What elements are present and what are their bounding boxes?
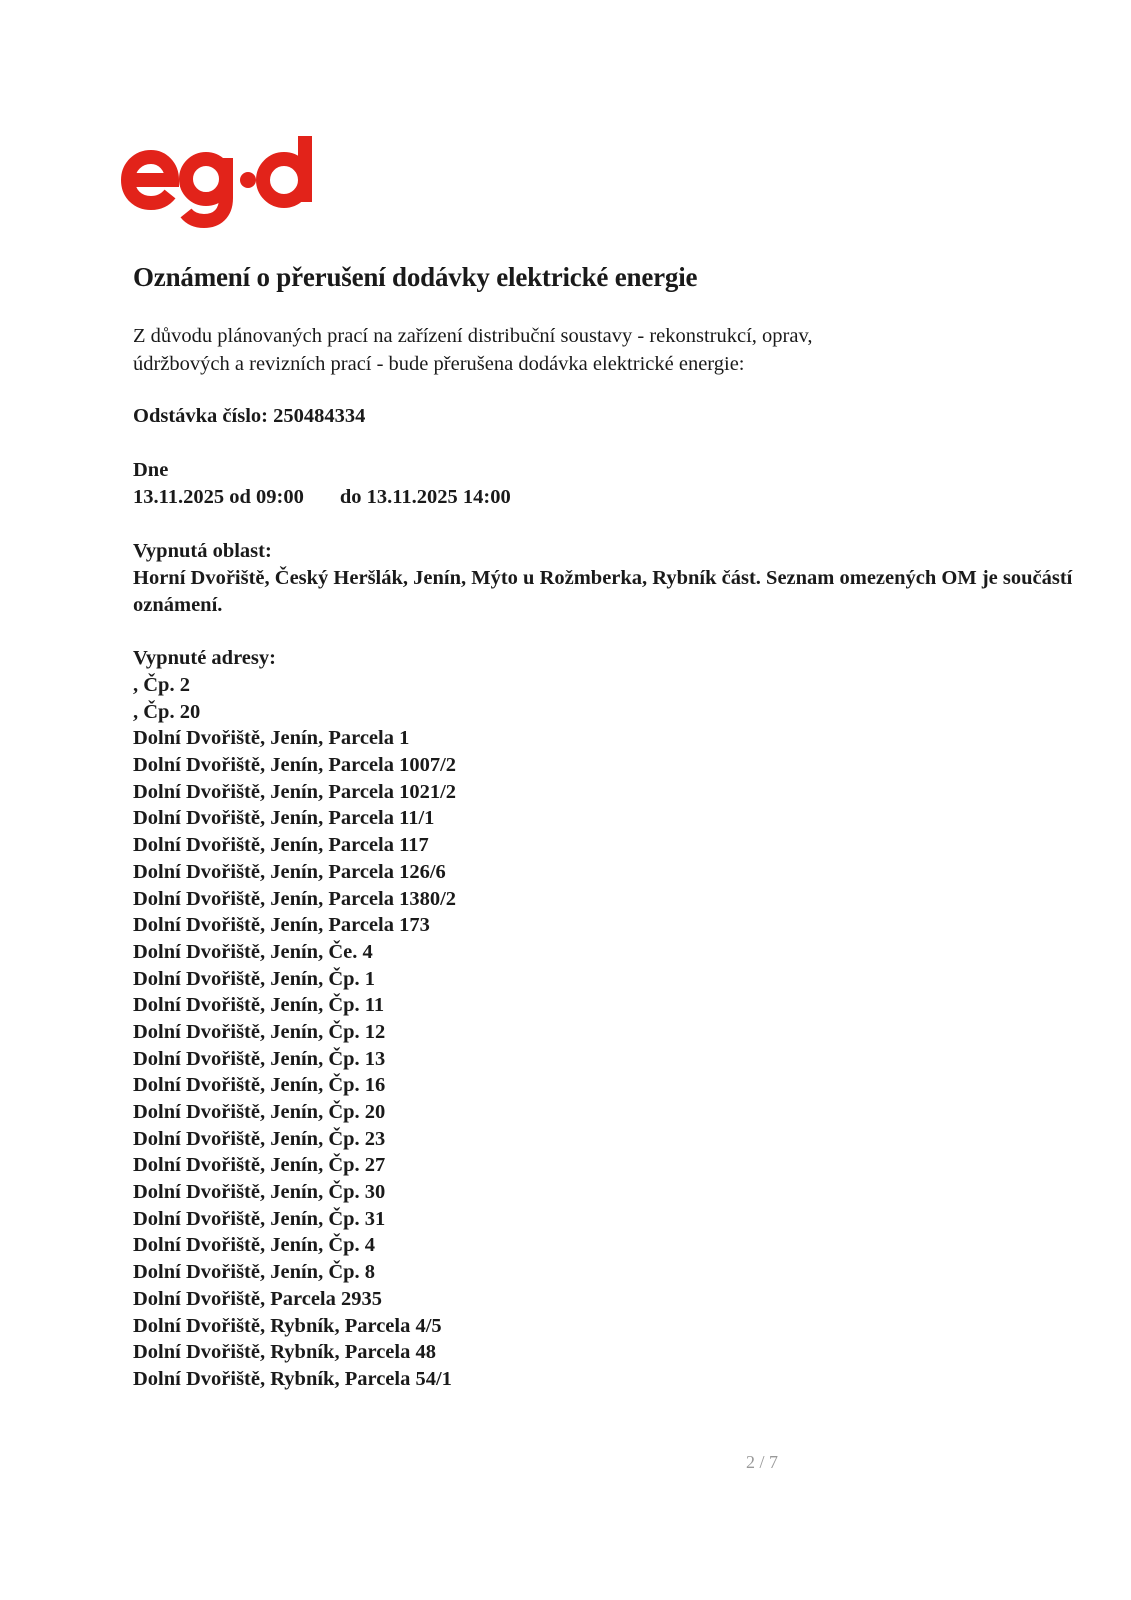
intro-line: Z důvodu plánovaných prací na zařízení distribuční soustavy - rekonstrukcí, oprav, <box>133 325 813 347</box>
address-item: Dolní Dvořiště, Jenín, Čp. 12 <box>133 1020 386 1043</box>
address-item: Dolní Dvořiště, Jenín, Čp. 31 <box>133 1207 386 1230</box>
address-item: Dolní Dvořiště, Rybník, Parcela 4/5 <box>133 1314 442 1337</box>
address-item: Dolní Dvořiště, Parcela 2935 <box>133 1287 382 1310</box>
page-number: 2 / 7 <box>746 1452 779 1472</box>
address-item: Dolní Dvořiště, Jenín, Čp. 20 <box>133 1101 386 1123</box>
address-item: Dolní Dvořiště, Jenín, Čp. 16 <box>133 1074 386 1097</box>
address-item: Dolní Dvořiště, Jenín, Čp. 4 <box>133 1234 376 1257</box>
intro-paragraph <box>133 322 1033 378</box>
egd-logo-icon <box>120 128 330 228</box>
address-item: , Čp. 20 <box>133 700 201 723</box>
egd-logo <box>120 128 330 228</box>
affected-area <box>133 538 1093 619</box>
addresses-label: Vypnuté adresy: <box>133 647 276 669</box>
address-item: Dolní Dvořiště, Jenín, Čp. 8 <box>133 1261 376 1284</box>
page-title: Oznámení o přerušení dodávky elektrické energie <box>133 262 698 292</box>
address-item: Dolní Dvořiště, Jenín, Čp. 13 <box>133 1047 386 1070</box>
address-item: Dolní Dvořiště, Rybník, Parcela 54/1 <box>133 1367 452 1390</box>
address-item: Dolní Dvořiště, Jenín, Parcela 1 <box>133 727 410 750</box>
date-from: 13.11.2025 od 09:00 <box>133 486 304 508</box>
intro-line: údržbových a revizních prací - bude přerušena dodávka elektrické energie: <box>133 353 745 375</box>
address-item: Dolní Dvořiště, Jenín, Parcela 126/6 <box>133 860 446 883</box>
outage-number: Odstávka číslo: 250484334 <box>133 405 366 427</box>
address-item: Dolní Dvořiště, Rybník, Parcela 48 <box>133 1341 436 1364</box>
address-item: Dolní Dvořiště, Jenín, Čp. 1 <box>133 967 376 990</box>
address-item: Dolní Dvořiště, Jenín, Čp. 30 <box>133 1181 386 1204</box>
address-item: Dolní Dvořiště, Jenín, Parcela 11/1 <box>133 807 435 830</box>
address-item: Dolní Dvořiště, Jenín, Parcela 1380/2 <box>133 887 457 910</box>
date-range <box>133 484 511 511</box>
area-label: Vypnutá oblast: <box>133 540 272 562</box>
address-item: Dolní Dvořiště, Jenín, Parcela 173 <box>133 914 430 937</box>
outage-dates <box>133 457 511 511</box>
address-item: Dolní Dvořiště, Jenín, Čp. 27 <box>133 1154 386 1177</box>
address-item: Dolní Dvořiště, Jenín, Čp. 23 <box>133 1127 386 1150</box>
address-item: Dolní Dvořiště, Jenín, Parcela 1021/2 <box>133 780 457 803</box>
affected-addresses <box>133 645 456 1393</box>
date-label: Dne <box>133 459 169 481</box>
address-item: Dolní Dvořiště, Jenín, Če. 4 <box>133 940 373 963</box>
date-to: do 13.11.2025 14:00 <box>339 486 511 508</box>
address-item: Dolní Dvořiště, Jenín, Čp. 11 <box>133 994 385 1017</box>
area-text: Horní Dvořiště, Český Heršlák, Jenín, Mýto u Rožmberka, Rybník část. Seznam omezených OM je součástí oznámení. <box>133 567 1073 616</box>
address-item: Dolní Dvořiště, Jenín, Parcela 1007/2 <box>133 754 457 777</box>
address-item: , Čp. 2 <box>133 674 190 696</box>
address-item: Dolní Dvořiště, Jenín, Parcela 117 <box>133 834 429 857</box>
address-list <box>133 672 456 1393</box>
